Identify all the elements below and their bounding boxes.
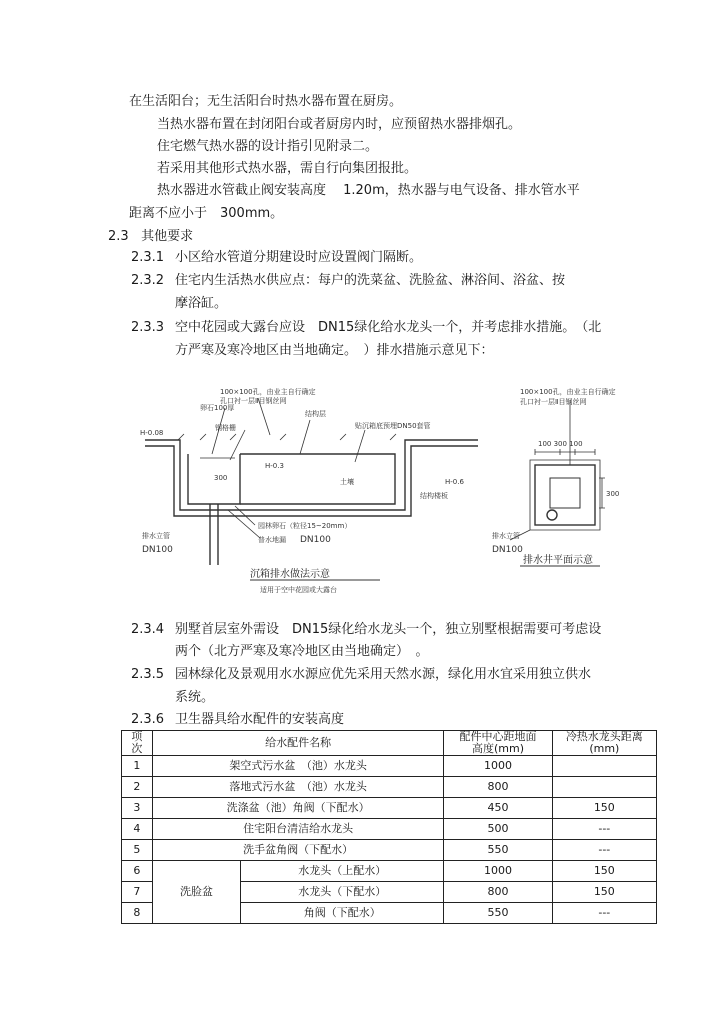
- figure-label: DN100: [300, 535, 331, 545]
- header-cell: 项 次: [122, 731, 153, 756]
- item-number: 2.3.6: [131, 712, 165, 727]
- item-text: 住宅内生活热水供应点：每户的洗菜盆、洗脸盆、淋浴间、浴盆、按: [175, 273, 566, 288]
- table-row: 7 水龙头（下配水） 800 150: [122, 882, 657, 903]
- paragraph-line: 当热水器布置在封闭阳台或者厨房内时，应预留热水器排烟孔。: [157, 117, 522, 132]
- group-label: 洗脸盆: [152, 861, 240, 924]
- figure-subcaption: 适用于空中花园或大露台: [260, 586, 337, 594]
- figure-label: 钢格栅: [215, 424, 236, 432]
- table-row: 6 洗脸盆 水龙头（上配水） 1000 150: [122, 861, 657, 882]
- item-text: 园林绿化及景观用水水源应优先采用天然水源，绿化用水宜采用独立供水: [175, 667, 592, 682]
- paragraph-line: 住宅燃气热水器的设计指引见附录二。: [157, 139, 379, 154]
- figure-caption: 排水井平面示意: [523, 555, 593, 566]
- figure-label: 普水地漏: [258, 536, 286, 544]
- fixture-height-table: [121, 730, 657, 924]
- header-cell: 配件中心距地面 高度(mm): [444, 731, 552, 756]
- figure-label: 100×100孔，由业主自行确定: [220, 388, 316, 396]
- figure-label: 园林卵石（粒径15~20mm）: [258, 522, 352, 530]
- item-number: 2.3.3: [131, 320, 165, 335]
- item-text: 两个（北方严寒及寒冷地区由当地确定） 。: [175, 644, 429, 659]
- figure-label: 孔口衬一层Ⅱ目钢丝网: [520, 398, 587, 406]
- item-text: 卫生器具给水配件的安装高度: [175, 712, 345, 727]
- table-row: 3 洗涤盆（池）角阀（下配水） 450 150: [122, 798, 657, 819]
- item-number: 2.3.1: [131, 250, 165, 265]
- figure-label: 结构楼板: [420, 492, 448, 500]
- item-number: 2.3.4: [131, 622, 165, 637]
- table-header-row: [122, 731, 657, 756]
- figure-label: 300: [606, 490, 620, 498]
- table-row: 8 角阀（下配水） 550 ---: [122, 903, 657, 924]
- figure-label: 孔口衬一层Ⅱ目钢丝网: [220, 397, 287, 405]
- figure-label: H-0.3: [265, 462, 284, 470]
- item-number: 2.3.2: [131, 273, 165, 288]
- table-row: 4 住宅阳台清洁给水龙头 500 ---: [122, 819, 657, 840]
- figure-label: 排水立管: [492, 532, 520, 540]
- sunken-drainage-figure: [140, 380, 480, 602]
- table-row: 1 架空式污水盆 （池）水龙头 1000: [122, 756, 657, 777]
- figure-label: 结构层: [305, 410, 326, 418]
- paragraph-line: 若采用其他形式热水器，需自行向集团报批。: [157, 161, 418, 176]
- item-text: 空中花园或大露台应设 DN15绿化给水龙头一个，并考虑排水措施。 （北: [175, 320, 602, 335]
- paragraph-line: 热水器进水管截止阀安装高度 1.20m，热水器与电气设备、排水管水平: [157, 183, 580, 198]
- figure-label: 土壤: [340, 478, 354, 486]
- figure-caption: 沉箱排水做法示意: [250, 569, 330, 580]
- figure-label: H-0.08: [140, 429, 164, 437]
- item-number: 2.3.5: [131, 667, 165, 682]
- section-title: 其他要求: [141, 229, 194, 244]
- figure-label: 排水立管: [142, 532, 170, 540]
- figure-label: 100×100孔，由业主自行确定: [520, 388, 616, 396]
- header-cell: 冷热水龙头距离 (mm): [552, 731, 656, 756]
- table-row: 2 落地式污水盆 （池）水龙头 800: [122, 777, 657, 798]
- figure-label: DN100: [142, 545, 173, 555]
- item-text: 别墅首层室外需设 DN15绿化给水龙头一个，独立别墅根据需要可考虑设: [175, 622, 602, 637]
- drainage-well-figure: [490, 380, 630, 590]
- table-row: 5 洗手盆角阀（下配水） 550 ---: [122, 840, 657, 861]
- item-text: 方严寒及寒冷地区由当地确定。 ）排水措施示意见下：: [175, 343, 494, 358]
- header-cell: 给水配件名称: [152, 731, 444, 756]
- item-text: 系统。: [175, 690, 215, 705]
- figure-label: 卵石100厚: [200, 404, 235, 412]
- item-text: 小区给水管道分期建设时应设置阀门隔断。: [175, 250, 423, 265]
- section-number: 2.3: [108, 229, 129, 244]
- section-heading: [108, 229, 193, 245]
- figure-label: 贴沉箱底预埋DN50套管: [355, 422, 431, 430]
- figure-label: DN100: [492, 545, 523, 555]
- paragraph-line: 在生活阳台；无生活阳台时热水器布置在厨房。: [129, 94, 403, 109]
- item-text: 摩浴缸。: [175, 296, 228, 311]
- figure-label: 100 300 100: [538, 440, 583, 448]
- figure-label: H-0.6: [445, 478, 464, 486]
- paragraph-line: 距离不应小于 300mm。: [129, 206, 284, 221]
- figure-label: 300: [214, 474, 228, 482]
